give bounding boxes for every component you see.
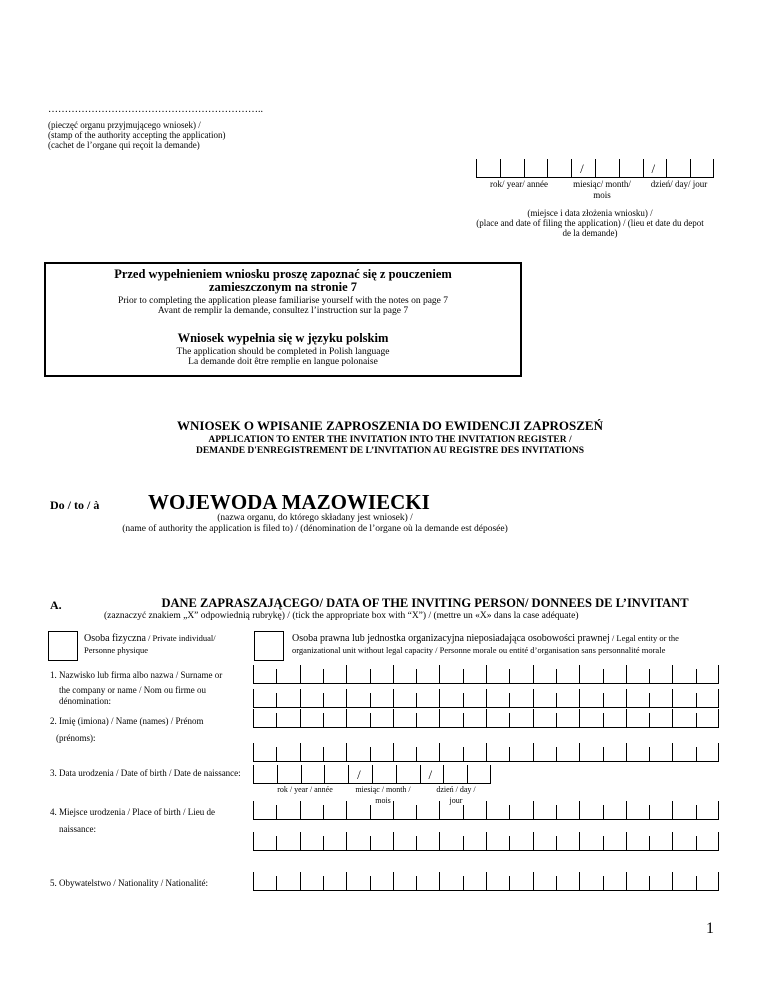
- cell-divider: [718, 801, 719, 819]
- cell-divider: [393, 801, 394, 819]
- cell-divider: [420, 765, 421, 783]
- natural-person-label-en: / Private individual/: [145, 633, 216, 643]
- cell-divider: [439, 665, 440, 683]
- cell-divider: [500, 159, 501, 177]
- cell-divider: [649, 669, 650, 683]
- cell-divider: [696, 713, 697, 727]
- cell-divider: [696, 669, 697, 683]
- cell-divider: [571, 159, 572, 177]
- surname-input-row-2[interactable]: [253, 691, 719, 708]
- cell-divider: [579, 832, 580, 850]
- cell-divider: [253, 765, 254, 783]
- birthplace-input-row-1[interactable]: [253, 803, 719, 820]
- cell-divider: [416, 669, 417, 683]
- page-number: 1: [706, 920, 714, 937]
- cell-divider: [276, 747, 277, 761]
- cell-divider: [626, 709, 627, 727]
- form-title-fr: DEMANDE D'ENREGISTREMENT DE L’INVITATION AU REGISTRE DES INVITATIONS: [195, 446, 585, 456]
- cell-divider: [370, 747, 371, 761]
- cell-divider: [323, 747, 324, 761]
- cell-divider: [300, 872, 301, 890]
- cell-divider: [672, 709, 673, 727]
- cell-divider: [672, 832, 673, 850]
- natural-person-label: [84, 632, 216, 645]
- cell-divider: [276, 836, 277, 850]
- addressee-label: Do / to / à: [50, 498, 100, 512]
- legal-entity-label-pl: Osoba prawna lub jednostka organizacyjna nieposiadająca osobowości prawnej: [292, 633, 610, 644]
- date-separator: /: [357, 767, 361, 782]
- cell-divider: [300, 689, 301, 707]
- cell-divider: [276, 805, 277, 819]
- cell-divider: [603, 693, 604, 707]
- cell-divider: [416, 693, 417, 707]
- cell-divider: [556, 693, 557, 707]
- cell-divider: [370, 876, 371, 890]
- cell-divider: [486, 872, 487, 890]
- authority-name: WOJEWODA MAZOWIECKI: [148, 490, 430, 514]
- natural-person-label-fr: Personne physique: [84, 645, 148, 655]
- cell-divider: [718, 665, 719, 683]
- cell-divider: [370, 693, 371, 707]
- cell-divider: [490, 765, 491, 783]
- cell-divider: [346, 665, 347, 683]
- cell-divider: [416, 747, 417, 761]
- cell-divider: [579, 743, 580, 761]
- cell-divider: [643, 159, 644, 177]
- cell-divider: [372, 765, 373, 783]
- notice-title-pl-2: zamieszczonym na stronie 7: [208, 280, 357, 294]
- birth-month-label: miesiąc / month / mois: [355, 785, 411, 805]
- cell-divider: [463, 669, 464, 683]
- cell-divider: [300, 743, 301, 761]
- stamp-caption-pl: (pieczęć organu przyjmującego wniosek) /: [48, 120, 201, 130]
- cell-divider: [713, 159, 714, 177]
- section-a-letter: A.: [50, 598, 62, 612]
- name-input-row-1[interactable]: [253, 711, 719, 728]
- cell-divider: [579, 801, 580, 819]
- cell-divider: [276, 876, 277, 890]
- cell-divider: [509, 693, 510, 707]
- cell-divider: [486, 832, 487, 850]
- cell-divider: [346, 801, 347, 819]
- cell-divider: [547, 159, 548, 177]
- cell-divider: [416, 805, 417, 819]
- legal-entity-label-fr: organizational unit without legal capacity / Personne morale ou entité d’organisation sans personnalité morale: [292, 645, 666, 655]
- cell-divider: [253, 832, 254, 850]
- cell-divider: [439, 801, 440, 819]
- cell-divider: [603, 747, 604, 761]
- filing-year-label: rok/ year/ année: [490, 179, 548, 189]
- date-separator: /: [651, 161, 656, 176]
- cell-divider: [649, 713, 650, 727]
- cell-divider: [579, 872, 580, 890]
- cell-divider: [346, 689, 347, 707]
- field-birthdate-label: 3. Data urodzenia / Date of birth / Date de naissance:: [50, 768, 241, 778]
- cell-divider: [439, 689, 440, 707]
- cell-divider: [276, 669, 277, 683]
- cell-divider: [323, 669, 324, 683]
- cell-divider: [556, 747, 557, 761]
- cell-divider: [300, 801, 301, 819]
- cell-divider: [579, 665, 580, 683]
- cell-divider: [718, 689, 719, 707]
- cell-divider: [253, 801, 254, 819]
- notice-en: Prior to completing the application please familiarise yourself with the notes on page 7: [117, 296, 449, 306]
- cell-divider: [626, 872, 627, 890]
- cell-divider: [672, 801, 673, 819]
- cell-divider: [393, 689, 394, 707]
- birth-day-label: dzień / day / jour: [436, 785, 476, 805]
- cell-divider: [463, 713, 464, 727]
- cell-divider: [300, 832, 301, 850]
- cell-divider: [649, 747, 650, 761]
- cell-divider: [619, 159, 620, 177]
- cell-divider: [396, 765, 397, 783]
- cell-divider: [300, 709, 301, 727]
- cell-divider: [463, 805, 464, 819]
- cell-divider: [323, 805, 324, 819]
- legal-entity-label: [292, 632, 679, 645]
- date-separator: /: [428, 767, 433, 782]
- field-surname-label-1: 1. Nazwisko lub firma albo nazwa / Surname or: [50, 670, 223, 680]
- authority-caption-1: (nazwa organu, do którego składany jest wniosek) /: [217, 513, 413, 523]
- cell-divider: [486, 665, 487, 683]
- cell-divider: [463, 693, 464, 707]
- cell-divider: [509, 713, 510, 727]
- cell-divider: [253, 709, 254, 727]
- cell-divider: [690, 159, 691, 177]
- cell-divider: [486, 689, 487, 707]
- cell-divider: [324, 765, 325, 783]
- notice-title-pl-1: Przed wypełnieniem wniosku proszę zapoznać się z pouczeniem: [114, 267, 452, 281]
- cell-divider: [556, 836, 557, 850]
- field-name-label-2: (prénoms):: [56, 733, 96, 743]
- surname-input-row-1[interactable]: [253, 667, 719, 684]
- form-title-en: APPLICATION TO ENTER THE INVITATION INTO THE INVITATION REGISTER /: [208, 435, 572, 445]
- name-input-row-2[interactable]: [253, 745, 719, 762]
- cell-divider: [649, 836, 650, 850]
- cell-divider: [463, 747, 464, 761]
- cell-divider: [416, 836, 417, 850]
- cell-divider: [556, 876, 557, 890]
- place-date-caption-1: (miejsce i data złożenia wniosku) /: [527, 208, 653, 218]
- language-notice-pl: Wniosek wypełnia się w języku polskim: [177, 331, 389, 345]
- cell-divider: [370, 836, 371, 850]
- cell-divider: [393, 872, 394, 890]
- stamp-dots: ………………………………………………………..: [48, 104, 263, 115]
- cell-divider: [579, 689, 580, 707]
- cell-divider: [323, 713, 324, 727]
- cell-divider: [626, 689, 627, 707]
- cell-divider: [463, 876, 464, 890]
- cell-divider: [346, 709, 347, 727]
- stamp-caption-fr: (cachet de l’organe qui reçoit la demande): [48, 140, 200, 150]
- cell-divider: [696, 747, 697, 761]
- cell-divider: [486, 801, 487, 819]
- cell-divider: [439, 872, 440, 890]
- cell-divider: [346, 872, 347, 890]
- cell-divider: [300, 665, 301, 683]
- cell-divider: [467, 765, 468, 783]
- cell-divider: [603, 805, 604, 819]
- cell-divider: [393, 832, 394, 850]
- cell-divider: [509, 876, 510, 890]
- cell-divider: [626, 832, 627, 850]
- birth-year-label: rok / year / année: [277, 785, 333, 794]
- cell-divider: [718, 872, 719, 890]
- cell-divider: [533, 801, 534, 819]
- cell-divider: [509, 747, 510, 761]
- cell-divider: [533, 872, 534, 890]
- stamp-caption-en: (stamp of the authority accepting the application): [48, 130, 226, 140]
- cell-divider: [603, 669, 604, 683]
- cell-divider: [718, 743, 719, 761]
- cell-divider: [524, 159, 525, 177]
- cell-divider: [443, 765, 444, 783]
- cell-divider: [346, 743, 347, 761]
- cell-divider: [416, 713, 417, 727]
- cell-divider: [370, 713, 371, 727]
- cell-divider: [672, 872, 673, 890]
- section-a-title: DANE ZAPRASZAJĄCEGO/ DATA OF THE INVITING PERSON/ DONNEES DE L’INVITANT: [161, 596, 689, 610]
- cell-divider: [556, 669, 557, 683]
- cell-divider: [672, 743, 673, 761]
- cell-divider: [253, 689, 254, 707]
- form-title-pl: WNIOSEK O WPISANIE ZAPROSZENIA DO EWIDENCJI ZAPROSZEŃ: [177, 418, 603, 433]
- cell-divider: [696, 805, 697, 819]
- field-name-label-1: 2. Imię (imiona) / Name (names) / Prénom: [50, 716, 204, 726]
- birthdate-input[interactable]: [253, 767, 491, 784]
- cell-divider: [556, 713, 557, 727]
- cell-divider: [595, 159, 596, 177]
- cell-divider: [533, 709, 534, 727]
- place-date-caption-2: (place and date of filing the application) / (lieu et date du depot: [476, 218, 704, 228]
- cell-divider: [672, 689, 673, 707]
- cell-divider: [533, 689, 534, 707]
- cell-divider: [486, 709, 487, 727]
- natural-person-label-pl: Osoba fizyczna: [84, 633, 146, 644]
- cell-divider: [603, 713, 604, 727]
- cell-divider: [533, 665, 534, 683]
- cell-divider: [323, 693, 324, 707]
- cell-divider: [649, 805, 650, 819]
- cell-divider: [696, 836, 697, 850]
- cell-divider: [277, 765, 278, 783]
- cell-divider: [348, 765, 349, 783]
- cell-divider: [253, 665, 254, 683]
- cell-divider: [416, 876, 417, 890]
- filing-day-label: dzień/ day/ jour: [650, 179, 708, 189]
- filing-date-input[interactable]: [476, 161, 714, 178]
- legal-entity-label-en: / Legal entity or the: [609, 633, 679, 643]
- birthplace-input-row-2[interactable]: [253, 834, 719, 851]
- cell-divider: [718, 709, 719, 727]
- cell-divider: [672, 665, 673, 683]
- cell-divider: [533, 832, 534, 850]
- cell-divider: [649, 876, 650, 890]
- cell-divider: [696, 693, 697, 707]
- cell-divider: [393, 743, 394, 761]
- place-date-caption-3: de la demande): [562, 228, 618, 238]
- cell-divider: [346, 832, 347, 850]
- cell-divider: [253, 743, 254, 761]
- cell-divider: [393, 665, 394, 683]
- field-surname-label-2: the company or name / Nom ou firme ou: [59, 685, 206, 695]
- cell-divider: [476, 159, 477, 177]
- cell-divider: [718, 832, 719, 850]
- cell-divider: [301, 765, 302, 783]
- filing-month-label: miesiąc/ month/ mois: [573, 179, 631, 200]
- cell-divider: [370, 669, 371, 683]
- cell-divider: [666, 159, 667, 177]
- cell-divider: [439, 743, 440, 761]
- language-notice-en: The application should be completed in Polish language: [176, 347, 390, 357]
- cell-divider: [626, 801, 627, 819]
- cell-divider: [509, 805, 510, 819]
- date-separator: /: [580, 161, 584, 176]
- cell-divider: [276, 693, 277, 707]
- field-surname-label-3: dénomination:: [59, 696, 111, 706]
- cell-divider: [649, 693, 650, 707]
- cell-divider: [626, 743, 627, 761]
- nationality-input[interactable]: [253, 874, 719, 891]
- cell-divider: [556, 805, 557, 819]
- cell-divider: [603, 836, 604, 850]
- instructions-notice-box: [44, 262, 522, 377]
- cell-divider: [253, 872, 254, 890]
- natural-person-checkbox[interactable]: [48, 631, 78, 661]
- field-birthplace-label-1: 4. Miejsce urodzenia / Place of birth / Lieu de: [50, 807, 215, 817]
- cell-divider: [393, 709, 394, 727]
- cell-divider: [626, 665, 627, 683]
- notice-fr: Avant de remplir la demande, consultez l’instruction sur la page 7: [157, 306, 409, 316]
- cell-divider: [439, 709, 440, 727]
- section-a-instruction: (zaznaczyć znakiem „X” odpowiednią rubrykę) / (tick the appropriate box with “X”) / (mettre un «X» dans la case adéquate): [104, 611, 579, 621]
- legal-entity-checkbox[interactable]: [254, 631, 284, 661]
- cell-divider: [509, 836, 510, 850]
- cell-divider: [439, 832, 440, 850]
- cell-divider: [486, 743, 487, 761]
- cell-divider: [603, 876, 604, 890]
- cell-divider: [696, 876, 697, 890]
- cell-divider: [276, 713, 277, 727]
- authority-caption-2: (name of authority the application is filed to) / (dénomination de l’organe où la demande est déposée): [122, 524, 508, 534]
- cell-divider: [370, 805, 371, 819]
- cell-divider: [509, 669, 510, 683]
- cell-divider: [323, 836, 324, 850]
- cell-divider: [533, 743, 534, 761]
- field-nationality-label: 5. Obywatelstwo / Nationality / Nationalité:: [50, 878, 208, 888]
- field-birthplace-label-2: naissance:: [59, 824, 96, 834]
- cell-divider: [579, 709, 580, 727]
- cell-divider: [323, 876, 324, 890]
- cell-divider: [463, 836, 464, 850]
- language-notice-fr: La demande doit être remplie en langue polonaise: [188, 357, 378, 367]
